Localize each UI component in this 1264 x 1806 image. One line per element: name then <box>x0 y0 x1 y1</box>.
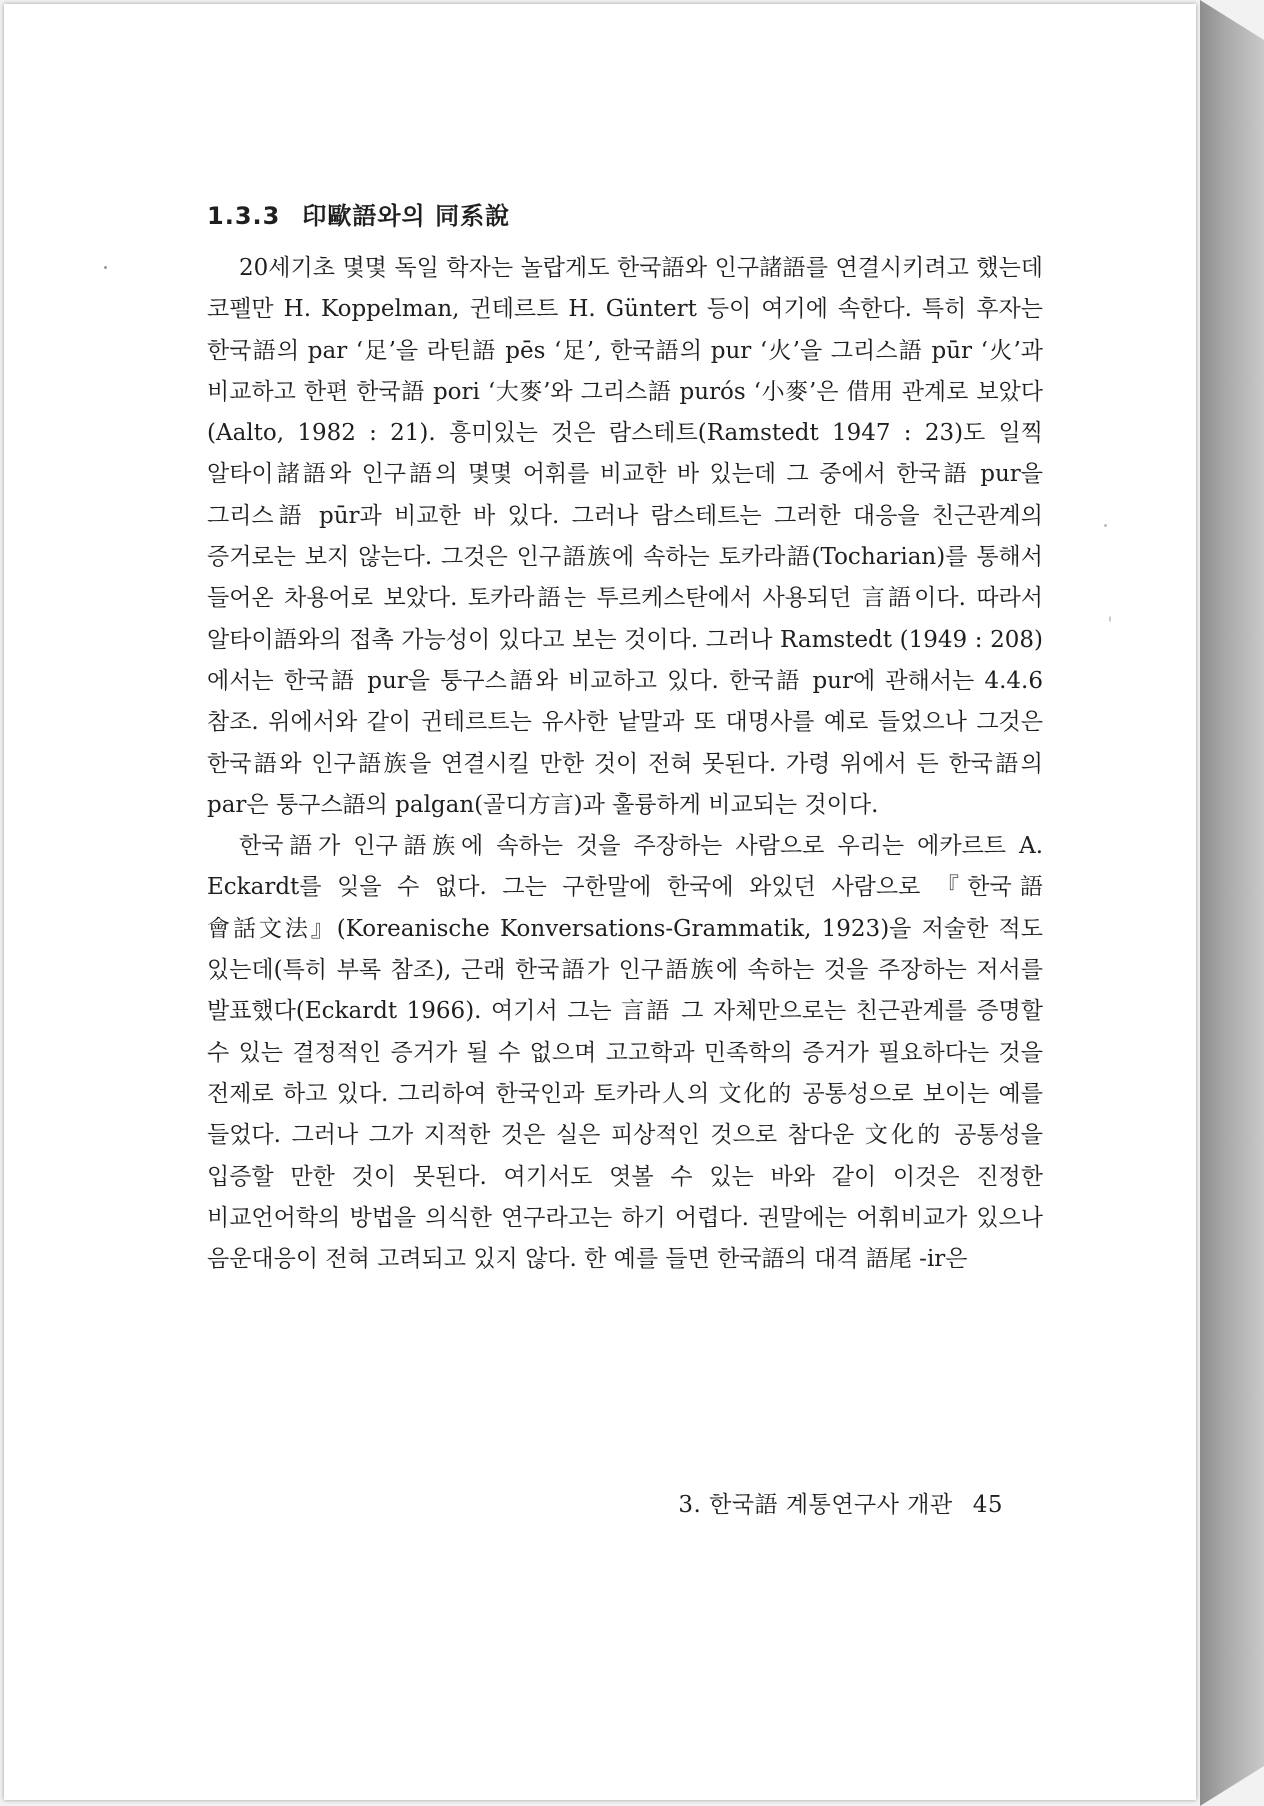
paragraph-1: 20세기초 몇몇 독일 학자는 놀랍게도 한국語와 인구諸語를 연결시키려고 했는데 코펠만 H. Koppelman, 귄테르트 H. Güntert 등이 여기에 속한다. 특히 후자는 한국語의 par ‘足’을 라틴語 pēs ‘足’, 한국語의 pur ‘火’을 그리스語 pūr ‘火’과 비교하고 한편 한국語 pori ‘大麥’와 그리스語 purós ‘小麥’은 借用 관계로 보았다(Aalto, 1982 : 21). 흥미있는 것은 람스테트(Ramstedt 1947 : 23)도 일찍 알타이諸語와 인구語의 몇몇 어휘를 비교한 바 있는데 그 중에서 한국語 pur을 그리스語 pūr과 비교한 바 있다. 그러나 람스테트는 그러한 대응을 친근관계의 증거로는 보지 않는다. 그것은 인구語族에 속하는 토카라語(Tocharian)를 통해서 들어온 차용어로 보았다. 토카라語는 투르케스탄에서 사용되던 言語이다. 따라서 알타이語와의 접촉 가능성이 있다고 보는 것이다. 그러나 Ramstedt (1949 : 208)에서는 한국語 pur을 퉁구스語와 비교하고 있다. 한국語 pur에 관해서는 4.4.6 참조. 위에서와 같이 귄테르트는 유사한 낱말과 또 대명사를 예로 들었으나 그것은 한국語와 인구語族을 연결시킬 만한 것이 전혀 못된다. 가령 위에서 든 한국語의 par은 퉁구스語의 palgan(골디方言)과 훌륭하게 비교되는 것이다. <box>207 255 1043 818</box>
scan-speck <box>1109 616 1111 622</box>
page-footer <box>678 1486 1003 1519</box>
scan-speck <box>1104 524 1107 527</box>
running-head: 3. 한국語 계통연구사 개관 <box>678 1492 953 1518</box>
book-page <box>4 4 1196 1800</box>
paragraph-2: 한국語가 인구語族에 속하는 것을 주장하는 사람으로 우리는 에카르트 A. Eckardt를 잊을 수 없다. 그는 구한말에 한국에 와있던 사람으로 『한국語 會話文法』(Koreanische Konversations-Grammatik, 1923)을 저술한 적도 있는데(특히 부록 참조), 근래 한국語가 인구語族에 속하는 것을 주장하는 저서를 발표했다(Eckardt 1966). 여기서 그는 言語 그 자체만으로는 친근관계를 증명할 수 있는 결정적인 증거가 될 수 없으며 고고학과 민족학의 증거가 필요하다는 것을 전제로 하고 있다. 그리하여 한국인과 토카라人의 文化的 공통성으로 보이는 예를 들었다. 그러나 그가 지적한 것은 실은 피상적인 것으로 참다운 文化的 공통성을 입증할 만한 것이 못된다. 여기서도 엿볼 수 있는 바와 같이 이것은 진정한 비교언어학의 방법을 의식한 연구라고는 하기 어렵다. 권말에는 어휘비교가 있으나 음운대응이 전혀 고려되고 있지 않다. 한 예를 들면 한국語의 대격 語尾 -ir은 <box>207 833 1043 1273</box>
book-edge-bottom-corner <box>1200 1766 1264 1806</box>
scan-speck <box>104 266 107 269</box>
section-number: 1.3.3 <box>207 202 281 230</box>
section-title: 印歐語와의 同系說 <box>302 202 511 230</box>
book-page-edges <box>1200 0 1264 1806</box>
book-edge-top-corner <box>1200 0 1264 40</box>
page-number: 45 <box>972 1492 1003 1518</box>
section-heading <box>207 200 1043 232</box>
page-body <box>207 200 1043 1280</box>
